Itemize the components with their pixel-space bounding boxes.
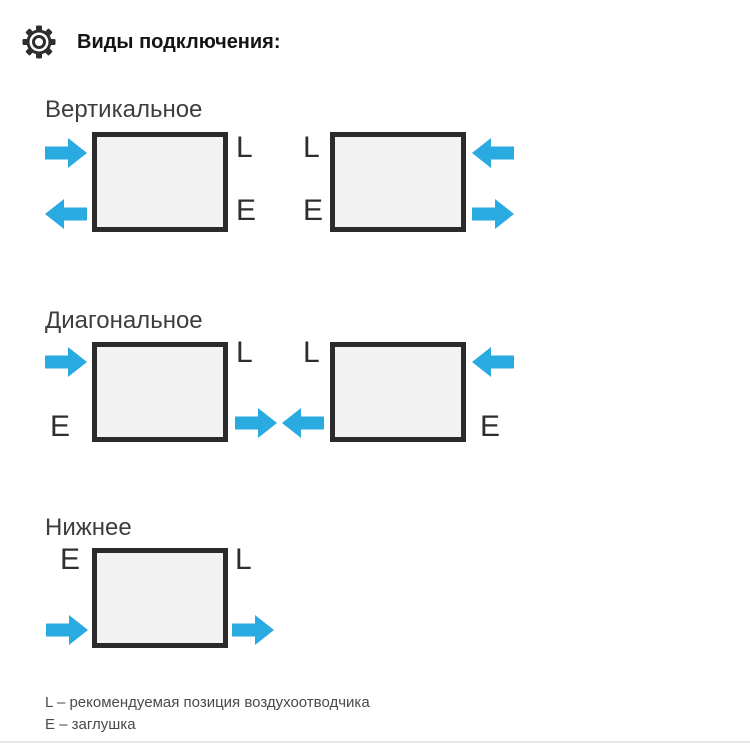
section-title-diagonal: Диагональное bbox=[45, 307, 203, 334]
air-vent-port-label: L bbox=[235, 543, 252, 576]
flow-outlet-arrow-icon bbox=[235, 408, 277, 438]
legend-line-plug: E – заглушка bbox=[45, 716, 136, 733]
section-title-bottom: Нижнее bbox=[45, 514, 132, 541]
flow-inlet-arrow-icon bbox=[46, 615, 88, 645]
air-vent-port-label: L bbox=[303, 336, 320, 369]
radiator-rect bbox=[92, 548, 228, 648]
page-title: Виды подключения: bbox=[77, 31, 281, 53]
flow-outlet-arrow-icon bbox=[45, 199, 87, 229]
plug-port-label: E bbox=[60, 543, 81, 576]
air-vent-port-label: L bbox=[236, 131, 253, 164]
flow-inlet-arrow-icon bbox=[45, 138, 87, 168]
radiator-rect bbox=[330, 132, 466, 232]
flow-outlet-arrow-icon bbox=[232, 615, 274, 645]
flow-outlet-arrow-icon bbox=[282, 408, 324, 438]
flow-inlet-arrow-icon bbox=[472, 347, 514, 377]
plug-port-label: E bbox=[50, 410, 71, 443]
legend-line-air-vent: L – рекомендуемая позиция воздухоотводчика bbox=[45, 694, 370, 711]
radiator-rect bbox=[92, 132, 228, 232]
section-title-vertical: Вертикальное bbox=[45, 96, 203, 123]
plug-port-label: E bbox=[480, 410, 501, 443]
air-vent-port-label: L bbox=[303, 131, 320, 164]
plug-port-label: E bbox=[303, 194, 324, 227]
flow-inlet-arrow-icon bbox=[45, 347, 87, 377]
bottom-divider bbox=[0, 741, 750, 743]
radiator-rect bbox=[330, 342, 466, 442]
radiator-rect bbox=[92, 342, 228, 442]
flow-outlet-arrow-icon bbox=[472, 199, 514, 229]
flow-inlet-arrow-icon bbox=[472, 138, 514, 168]
air-vent-port-label: L bbox=[236, 336, 253, 369]
plug-port-label: E bbox=[236, 194, 257, 227]
gear-icon bbox=[21, 24, 57, 60]
